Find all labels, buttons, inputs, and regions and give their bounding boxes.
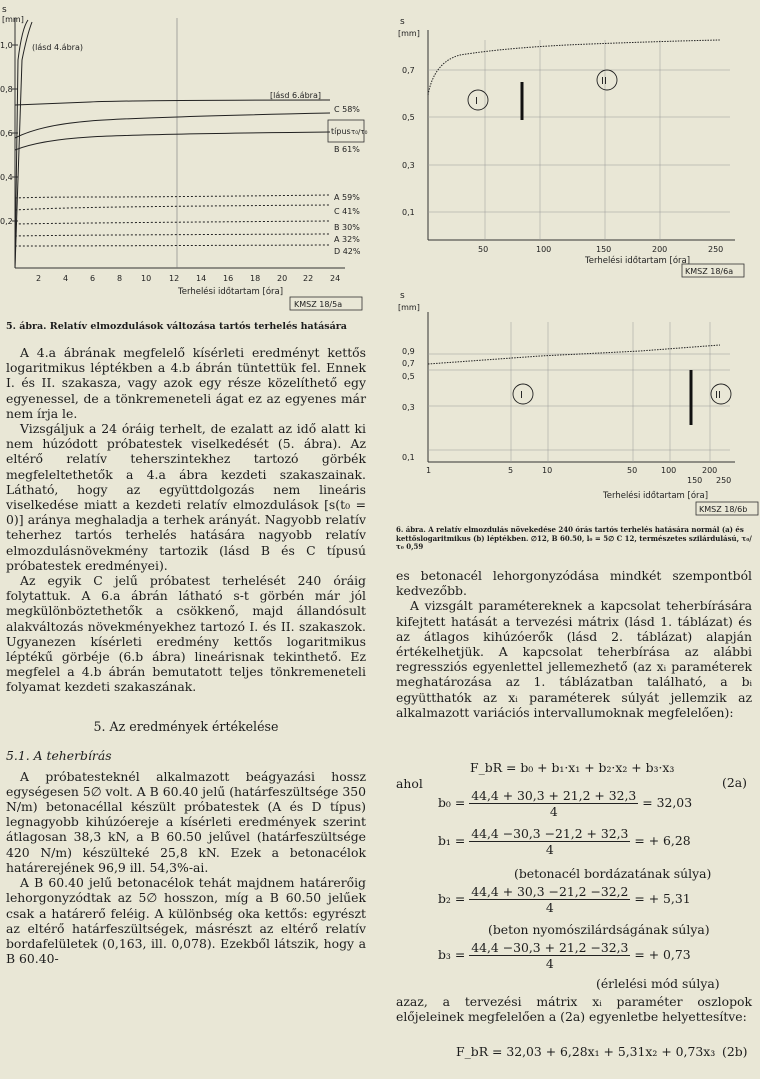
y-unit-2: [mm]	[398, 29, 420, 38]
b0-numerator: 44,4 + 30,3 + 21,2 + 32,3	[471, 788, 637, 803]
curve-b61	[15, 132, 330, 150]
b2-equation	[438, 884, 691, 915]
x-tick-label-secondary: 250	[716, 476, 732, 485]
y-tick-labels	[402, 66, 415, 217]
figure-6b-chart	[390, 282, 760, 522]
x-tick-label: 100	[536, 245, 552, 254]
b2-numerator: 44,4 + 30,3 −21,2 −32,2	[471, 884, 629, 899]
y-tick-label: 0,1	[402, 453, 415, 462]
curve-label: C 58%	[334, 105, 360, 114]
x-tick-label-secondary: 150	[687, 476, 703, 485]
curve-a59	[15, 195, 330, 198]
figure-6a-chart	[390, 0, 760, 280]
equation-2a-tag: (2a)	[722, 775, 747, 790]
x-axis-label: Terhelési időtartam [óra]	[178, 287, 284, 297]
x-axis-label: Terhelési időtartam [óra]	[585, 256, 691, 266]
section-heading: 5. Az eredmények értékelése	[93, 718, 279, 734]
curve-c41	[15, 205, 330, 210]
equation-2b: F_bR = 32,03 + 6,28x₁ + 5,31x₂ + 0,73x₃	[456, 1044, 716, 1059]
y-tick-label: 0,3	[402, 403, 415, 412]
y-unit: s	[2, 5, 7, 15]
b1-numerator: 44,4 −30,3 −21,2 + 32,3	[471, 826, 629, 841]
region-label: II	[715, 390, 721, 401]
b0-result: = 32,03	[642, 795, 693, 810]
paragraph: A vizsgált paramétereknek a kapcsolat teherbírására kifejtett hatását a tervezési mátrix (lásd 1. táblázat) és az átlagos kihúzóerők (lásd 2. táblázat) alapján értékelhetjük. A kapcsolat teherbírása az alábbi regressziós egyenlettel jellemezhető (az xᵢ paraméterek meghatározása az 1. táblázatban található, a bᵢ együtthatók az xᵢ paraméterek súlyát jellemzik az alkalmazott variációs intervallumoknak megfelelően):	[396, 598, 752, 720]
b3-result: = + 0,73	[634, 947, 691, 962]
y-tick-labels	[0, 41, 13, 226]
paragraph: Vizsgáljuk a 24 óráig terhelt, de ezalatt az idő alatt ki nem húzódott próbatestek viselkedését (5. ábra). Az eltérő relatív teherszintekhez tartozó görbék megfeleltethetők a 4.a ábra kezdeti szakaszainak. Látható, hogy az együttdolgozás nem lineáris viselkedése miatt a kezdeti relatív elmozdulások [s(t₀ = 0)] aránya meghaladja a terhek arányát. Nagyobb relatív teherhez tartós terhelés hatására nagyobb relatív elmozdulásnövekmény tartozik (lásd B és C típusú próbatestek eredményei).	[6, 421, 366, 573]
x-tick-label: 2	[36, 274, 42, 283]
tipus-label: típus	[331, 127, 351, 136]
x-tick-label: 250	[708, 245, 724, 254]
b3-note: (érlelési mód súlya)	[596, 976, 720, 991]
paragraph: Az egyik C jelű próbatest terhelését 240 óráig folytattuk. A 6.a ábrán látható s-t görbén már jól megkülönböztethetők a csökkenő, majd állandósult alakváltozás növekményekhez tartozó I. és II. szakaszok. Ugyanezen kísérleti eredmény kettős logaritmikus léptékű görbéje (6.b ábra) lineárisnak tekinthető. Ez megfelel a 4.b ábrán bemutatott teljes tönkremeneteli folyamat kezdeti szakaszának.	[6, 573, 366, 695]
y-tick-labels	[402, 347, 415, 462]
curve-label: D 42%	[334, 247, 361, 256]
equation-2a: F_bR = b₀ + b₁·x₁ + b₂·x₂ + b₃·x₃	[470, 760, 675, 775]
b2-denominator: 4	[545, 900, 554, 915]
x-tick-label: 4	[63, 274, 69, 283]
x-tick-label: 8	[117, 274, 123, 283]
figure-code: KMSZ 18/6b	[699, 505, 748, 514]
x-tick-label: 18	[250, 274, 261, 283]
x-tick-label: 50	[627, 466, 638, 475]
figure-code: KMSZ 18/5a	[294, 300, 343, 309]
b0-denominator: 4	[549, 804, 558, 819]
curve-b30	[15, 221, 330, 224]
paragraph: es betonacél lehorgonyzódása mindkét szempontból kedvezőbb.	[396, 568, 752, 599]
x-tick-label: 150	[596, 245, 612, 254]
x-tick-labels	[426, 466, 731, 485]
b3-lhs: b₃ =	[438, 947, 466, 962]
x-tick-label: 10	[542, 466, 553, 475]
b2-note: (beton nyomószilárdságának súlya)	[488, 922, 710, 937]
right-body	[396, 568, 752, 720]
y-tick-label: 0,5	[402, 372, 415, 381]
y-tick-label: 0,9	[402, 347, 415, 356]
b3-denominator: 4	[545, 956, 554, 971]
y-tick-label: 0,7	[402, 66, 415, 75]
b1-result: = + 6,28	[634, 833, 691, 848]
b2-result: = + 5,31	[634, 891, 691, 906]
b1-fraction	[469, 826, 630, 857]
b2-fraction	[469, 884, 630, 915]
paragraph: azaz, a tervezési mátrix xᵢ paraméter oszlopok előjeleinek megfelelően a (2a) egyenletbe helyettesítve:	[396, 994, 752, 1025]
y-unit: s	[400, 17, 405, 27]
y-tick-label: 0,3	[402, 161, 415, 170]
x-tick-label: 20	[277, 274, 288, 283]
curve-a32	[15, 234, 330, 236]
curve-top	[15, 100, 330, 105]
b1-equation	[438, 826, 691, 857]
x-tick-label: 16	[223, 274, 234, 283]
b3-numerator: 44,4 −30,3 + 21,2 −32,3	[471, 940, 629, 955]
x-tick-labels	[478, 245, 723, 254]
figure-5-chart	[0, 0, 380, 315]
x-tick-label: 22	[303, 274, 314, 283]
curve-label: A 59%	[334, 193, 360, 202]
curve-steep-a	[15, 20, 28, 268]
figure-5-caption: 5. ábra. Relatív elmozdulások változása tartós terhelés hatására	[6, 321, 347, 332]
x-axis-label: Terhelési időtartam [óra]	[603, 491, 709, 501]
y-tick-label: 0,6	[0, 129, 13, 138]
curve-d42	[15, 245, 330, 246]
curve-label: C 41%	[334, 207, 360, 216]
b0-lhs: b₀ =	[438, 795, 466, 810]
y-tick-label: 0,7	[402, 359, 415, 368]
y-tick-label: 0,8	[0, 85, 13, 94]
figure-code: KMSZ 18/6a	[685, 267, 734, 276]
x-tick-label: 24	[330, 274, 341, 283]
x-tick-label: 200	[652, 245, 668, 254]
x-tick-label: 5	[508, 466, 514, 475]
b1-lhs: b₁ =	[438, 833, 466, 848]
x-tick-labels	[36, 274, 340, 283]
figure-6-caption: 6. ábra. A relatív elmozdulás növekedése 240 órás tartós terhelés hatására normál (a) és kettőslogaritmikus (b) léptékben. ∅12, B 60.50, l₀ = 5∅ C 12, természetes szilárdulású, τ₀/τ₀ 0,59	[396, 525, 752, 551]
curve-label: A 32%	[334, 235, 360, 244]
equation-2b-tag: (2b)	[722, 1044, 748, 1059]
x-tick-label: 100	[661, 466, 677, 475]
b3-equation	[438, 940, 691, 971]
paragraph: A próbatesteknél alkalmazott beágyazási hossz egységesen 5∅ volt. A B 60.40 jelű (határfeszültsége 350 N/m) betonacéllal készült próbatestek (A és D típus) legnagyobb kihúzóereje a kísérleti eredmények szerint átlagosan 38,3 kN, a B 60.50 jelűvel (határfeszültsége 420 N/m) készülteké 25,8 kN. Ezek a betonacélok határerejének 96,9 ill. 54,3%-ai.	[6, 768, 366, 875]
y-unit-2: [mm]	[2, 15, 24, 24]
x-tick-label: 6	[90, 274, 96, 283]
x-tick-label: 50	[478, 245, 489, 254]
y-tick-label: 0,5	[402, 113, 415, 122]
curve-label: B 61%	[334, 145, 360, 154]
b1-note: (betonacél bordázatának súlya)	[514, 866, 712, 881]
x-tick-label: 200	[702, 466, 718, 475]
b0-fraction	[469, 788, 638, 819]
b3-fraction	[469, 940, 630, 971]
x-tick-label: 1	[426, 466, 432, 475]
note-4a: (lásd 4.ábra)	[32, 43, 83, 52]
ahol-label: ahol	[396, 776, 423, 791]
b1-denominator: 4	[545, 842, 554, 857]
subsection-heading: 5.1. A teherbírás	[6, 747, 112, 763]
y-tick-label: 1,0	[0, 41, 13, 50]
x-tick-label: 14	[196, 274, 207, 283]
paragraph: A B 60.40 jelű betonacélok tehát majdnem határerőig lehorgonyzódtak az 5∅ hosszon, míg a B 60.50 jelűek csak a határerő feléig. A különbség oka kettős: egyrészt az eltérő határfeszültségek, másrészt az eltérő relatív bordafelületek (0,163, ill. 0,078). Ezekből látszik, hogy a B 60.40-	[6, 875, 366, 967]
b0-equation	[438, 788, 692, 819]
curve-label: B 30%	[334, 223, 360, 232]
y-unit-2: [mm]	[398, 303, 420, 312]
right-body-2	[396, 994, 752, 1024]
region-label: I	[520, 390, 523, 401]
y-tick-label: 0,4	[0, 173, 13, 182]
note-6a: [lásd 6.ábra]	[270, 91, 321, 100]
left-body	[6, 345, 366, 966]
x-tick-label: 10	[141, 274, 152, 283]
y-tick-label: 0,2	[0, 217, 13, 226]
y-tick-label: 0,1	[402, 208, 415, 217]
x-tick-label: 12	[169, 274, 180, 283]
data-curve	[428, 345, 720, 364]
paragraph: A 4.a ábrának megfelelő kísérleti eredményt kettős logaritmikus léptékben a 4.b ábrán tüntettük fel. Ennek I. és II. szakasza, vagy azok egy része közelíthető egy egyenessel, de a tönkremeneteli ágat ez az egyenes már nem írja le.	[6, 345, 366, 421]
region-label: I	[475, 96, 478, 107]
data-curve	[428, 40, 720, 95]
region-label: II	[601, 76, 607, 87]
y-unit: s	[400, 291, 405, 301]
tipus-sub: τ₀/τ₀	[351, 128, 368, 136]
b2-lhs: b₂ =	[438, 891, 466, 906]
right-column	[390, 0, 760, 1079]
